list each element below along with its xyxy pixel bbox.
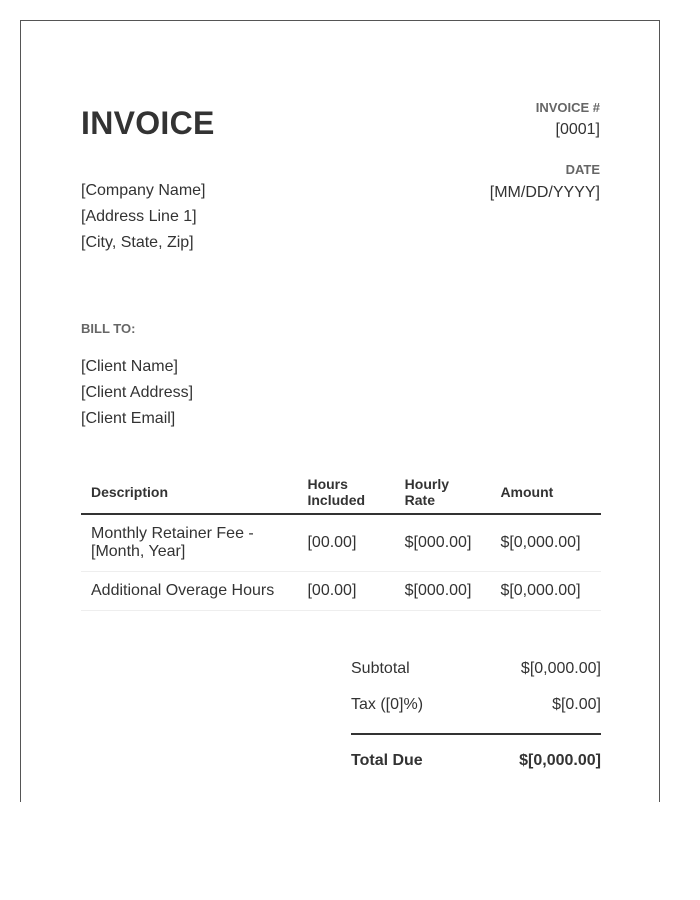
invoice-sheet: [20, 20, 660, 802]
row-hours: [00.00]: [297, 514, 394, 572]
line-items-table: [81, 471, 601, 611]
tax-label: Tax ([0]%): [351, 696, 424, 713]
company-name: [Company Name]: [81, 182, 206, 199]
client-email: [Client Email]: [81, 410, 176, 427]
total-due-value: $[0,000.00]: [519, 752, 601, 769]
company-address-block: [81, 178, 206, 256]
invoice-number-value: [0001]: [555, 121, 600, 138]
header-description: Description: [81, 471, 297, 514]
client-address: [Client Address]: [81, 384, 194, 401]
subtotal-row: [351, 651, 601, 687]
header-hourly-rate: Hourly Rate: [395, 471, 491, 514]
row-rate: $[000.00]: [395, 572, 491, 611]
client-name: [Client Name]: [81, 358, 178, 375]
company-address-line: [Address Line 1]: [81, 208, 197, 225]
row-description: Monthly Retainer Fee - [Month, Year]: [81, 514, 297, 572]
header-hours-included: Hours Included: [297, 471, 394, 514]
company-city-state-zip: [City, State, Zip]: [81, 234, 194, 251]
table-row: [81, 514, 601, 572]
row-rate: $[000.00]: [395, 514, 491, 572]
invoice-date-label: DATE: [565, 162, 600, 177]
invoice-title: INVOICE: [81, 105, 215, 141]
totals-block: [351, 651, 601, 783]
tax-value: $[0.00]: [552, 696, 601, 713]
row-description: Additional Overage Hours: [81, 572, 297, 611]
invoice-number-label: INVOICE #: [535, 100, 600, 115]
subtotal-value: $[0,000.00]: [520, 660, 601, 677]
tax-row: [351, 687, 601, 723]
bill-to-label: BILL TO:: [81, 321, 136, 336]
row-amount: $[0,000.00]: [490, 572, 601, 611]
header-amount: Amount: [490, 471, 601, 514]
total-due-row: [351, 733, 601, 783]
table-row: [81, 572, 601, 611]
table-header-row: [81, 471, 601, 514]
subtotal-label: Subtotal: [351, 660, 410, 677]
client-address-block: [81, 354, 193, 432]
total-due-label: Total Due: [351, 752, 423, 769]
row-amount: $[0,000.00]: [490, 514, 601, 572]
row-hours: [00.00]: [297, 572, 394, 611]
invoice-date-value: [MM/DD/YYYY]: [489, 184, 600, 201]
